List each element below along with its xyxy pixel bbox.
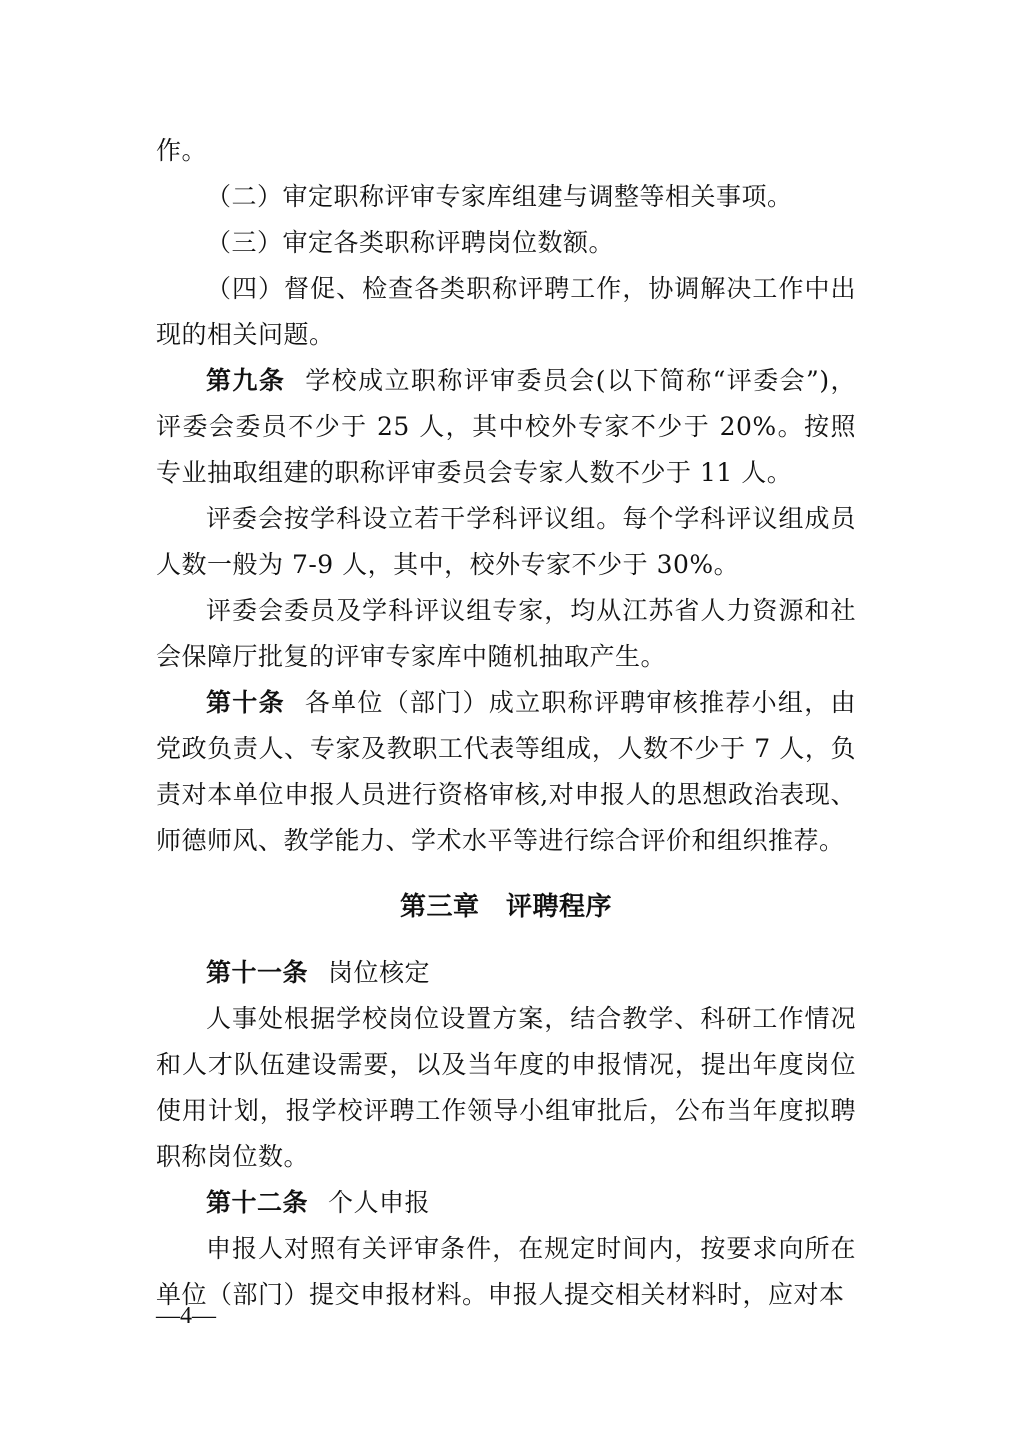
- chapter-heading: 第三章 评聘程序: [399, 892, 612, 922]
- article-12-text: 个人申报: [328, 1188, 431, 1217]
- paragraph-item-2: （二）审定职称评审专家库组建与调整等相关事项。: [206, 182, 793, 211]
- article-10-heading: 第十条: [206, 688, 285, 717]
- article-12: [156, 1180, 856, 1226]
- paragraph-continuation: 作。: [156, 136, 208, 165]
- article-9-heading: 第九条: [206, 366, 286, 395]
- article-11-text: 岗位核定: [328, 958, 431, 987]
- article-10: [156, 680, 856, 864]
- article-10-text: 各单位（部门）成立职称评聘审核推荐小组，由党政负责人、专家及教职工代表等组成，人数不少于 7 人，负责对本单位申报人员进行资格审核,对申报人的思想政治表现、师德师风、教学能力、学术水平等进行综合评价和组织推荐。: [156, 688, 856, 855]
- article-11: [156, 950, 856, 996]
- paragraph-item-4: （四）督促、检查各类职称评聘工作，协调解决工作中出现的相关问题。: [156, 274, 856, 349]
- article-9-text: 学校成立职称评审委员会(以下简称“评委会”)，评委会委员不少于 25 人，其中校外专家不少于 20%。按照专业抽取组建的职称评审委员会专家人数不少于 11 人。: [156, 366, 856, 487]
- paragraph-subject-groups: 评委会按学科设立若干学科评议组。每个学科评议组成员人数一般为 7-9 人，其中，校外专家不少于 30%。: [156, 504, 856, 579]
- article-11-heading: 第十一条: [206, 958, 309, 987]
- paragraph-expert-selection: 评委会委员及学科评议组专家，均从江苏省人力资源和社会保障厅批复的评审专家库中随机抽取产生。: [156, 596, 856, 671]
- paragraph-post-verification: 人事处根据学校岗位设置方案，结合教学、科研工作情况和人才队伍建设需要，以及当年度的申报情况，提出年度岗位使用计划，报学校评聘工作领导小组审批后，公布当年度拟聘职称岗位数。: [156, 1004, 856, 1171]
- article-12-heading: 第十二条: [206, 1188, 309, 1217]
- article-9: [156, 358, 856, 496]
- document-body: [156, 128, 856, 1318]
- paragraph-personal-application: 申报人对照有关评审条件，在规定时间内，按要求向所在单位（部门）提交申报材料。申报人提交相关材料时，应对本: [156, 1234, 856, 1309]
- paragraph-item-3: （三）审定各类职称评聘岗位数额。: [206, 228, 615, 257]
- page-number: —4—: [156, 1303, 216, 1329]
